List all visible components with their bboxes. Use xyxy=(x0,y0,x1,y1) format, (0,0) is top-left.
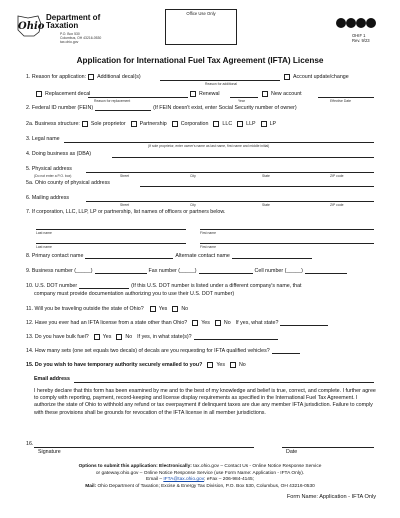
footer-line-4 xyxy=(0,484,400,491)
account-update-label: Account update/change xyxy=(293,74,349,80)
lp-checkbox[interactable] xyxy=(261,121,267,127)
q3-row xyxy=(26,136,60,142)
reason-replacement-caption: Reason for replacement xyxy=(94,99,131,103)
mailing-city-caption: City xyxy=(190,203,196,207)
partnership-label: Partnership xyxy=(139,121,167,127)
corporation-label: Corporation xyxy=(180,121,209,127)
llp-checkbox[interactable] xyxy=(237,121,243,127)
ifta-logo xyxy=(336,16,376,30)
temporary-authority-yes-checkbox[interactable] xyxy=(207,362,213,368)
footer-efax: ; eFax – 206-984-4145; xyxy=(204,477,254,483)
replacement-reason-field[interactable] xyxy=(88,97,188,98)
bulk-fuel-no-label: No xyxy=(125,334,133,340)
officer-1-last-name-field[interactable] xyxy=(36,229,186,230)
additional-decals-checkbox[interactable] xyxy=(88,74,94,80)
cell-number-label: Cell number (_____) xyxy=(254,268,303,274)
renewal-row xyxy=(190,91,220,97)
business-number-label: 9. Business number (_____) xyxy=(26,268,93,274)
other-state-license-no-label: No xyxy=(223,320,231,326)
new-account-checkbox[interactable] xyxy=(262,91,268,97)
officer-2-first-name-caption: First name xyxy=(200,245,217,249)
renewal-label: Renewal xyxy=(199,91,220,97)
temporary-authority-yes-label: Yes xyxy=(216,362,225,368)
ohio-logo xyxy=(14,14,44,38)
signature-number: 16. xyxy=(26,441,34,447)
form-id xyxy=(352,33,370,43)
footer-form-name: Form Name: Application - IFTA Only xyxy=(286,494,376,500)
physical-address-label: 5. Physical address xyxy=(26,166,72,172)
bulk-fuel-states-question: If yes, in what state(s)? xyxy=(137,334,192,340)
q14-row xyxy=(26,348,300,354)
q7-row xyxy=(26,209,225,215)
legal-name-caption: (If sole proprietor, enter owner's name as last name, first name and middle initial) xyxy=(148,144,270,148)
cell-number-field[interactable] xyxy=(305,269,347,274)
travel-outside-yes-label: Yes xyxy=(158,306,168,312)
llc-checkbox[interactable] xyxy=(213,121,219,127)
footer-line-2: or gateway.ohio.gov – Online Notice Response Service (use Form Name: Application - IFTA Only). xyxy=(95,470,305,476)
primary-contact-label: 8. Primary contact name xyxy=(26,253,84,259)
temporary-authority-no-label: No xyxy=(238,362,246,368)
legal-name-label: 3. Legal name xyxy=(26,136,60,142)
physical-city-caption: City xyxy=(190,174,196,178)
bulk-fuel-no-checkbox[interactable] xyxy=(116,334,122,340)
sole-proprietor-checkbox[interactable] xyxy=(82,121,88,127)
llc-label: LLC xyxy=(222,121,233,127)
office-use-label: Office Use Only xyxy=(186,11,216,16)
department-line-1: Department of xyxy=(46,13,101,22)
replacement-decal-checkbox[interactable] xyxy=(36,91,42,97)
fein-note: (If FEIN doesn't exist, enter Social Security number of owner) xyxy=(153,105,297,111)
fax-number-label: Fax number (_____) xyxy=(148,268,197,274)
q11-row xyxy=(26,306,188,312)
officer-1-last-name-caption: Last name xyxy=(36,231,52,235)
date-field[interactable] xyxy=(282,447,374,448)
form-number: OHIF 1 xyxy=(352,33,366,38)
fein-label: 2. Federal ID number (FEIN) xyxy=(26,105,94,111)
bulk-fuel-label: 13. Do you have bulk fuel? xyxy=(26,334,89,340)
bulk-fuel-yes-checkbox[interactable] xyxy=(94,334,100,340)
renewal-year-field[interactable] xyxy=(230,97,258,98)
alternate-contact-field[interactable] xyxy=(232,254,312,259)
footer-line-1 xyxy=(0,464,400,471)
department-address xyxy=(60,32,101,44)
address-line-1: P.O. Box 530 xyxy=(60,32,80,36)
dot-number-label: 10. U.S. DOT number xyxy=(26,283,78,289)
mailing-address-field[interactable] xyxy=(86,201,374,202)
mailing-street-caption: Street xyxy=(120,203,130,207)
corporation-checkbox[interactable] xyxy=(172,121,178,127)
q6-row xyxy=(26,195,69,201)
sole-proprietor-label: Sole proprietor xyxy=(90,121,126,127)
date-caption: Date xyxy=(286,449,298,455)
officer-2-first-name-field[interactable] xyxy=(200,243,374,244)
q5-row xyxy=(26,166,72,172)
other-state-license-label: 12. Have you ever had an IFTA license from a state other than Ohio? xyxy=(26,320,188,326)
page-title: Application for International Fuel Tax Agreement (IFTA) License xyxy=(76,56,324,65)
bulk-fuel-states-field[interactable] xyxy=(194,335,278,340)
q4-row xyxy=(26,151,91,157)
officer-1-first-name-caption: First name xyxy=(200,231,217,235)
mailing-state-caption: State xyxy=(262,203,270,207)
llp-label: LLP xyxy=(246,121,256,127)
q5a-row xyxy=(26,180,110,186)
dot-number-note: (If this U.S. DOT number is listed under a different company's name, that xyxy=(131,283,302,289)
other-state-field[interactable] xyxy=(280,321,328,326)
no-po-box-caption: (Do not enter a P.O. box) xyxy=(34,174,72,178)
decal-sets-label: 14. How many sets (one set equals two decals) of decals are you requesting for IFTA qualified vehicles? xyxy=(26,348,270,354)
temporary-authority-no-checkbox[interactable] xyxy=(230,362,236,368)
q8-row xyxy=(26,253,312,259)
address-line-3: tax.ohio.gov xyxy=(60,40,79,44)
dot-number-field[interactable] xyxy=(79,284,129,289)
ohio-county-label: 5a. Ohio county of physical address xyxy=(26,180,110,186)
footer-email-link[interactable]: IFTA@tax.ohio.gov xyxy=(163,477,205,483)
account-update-row xyxy=(284,74,349,80)
footer-line-3 xyxy=(0,477,400,484)
alternate-contact-label: Alternate contact name xyxy=(175,253,230,259)
dba-label: 4. Doing business as (DBA) xyxy=(26,151,92,157)
legal-name-field[interactable] xyxy=(64,142,374,143)
account-update-checkbox[interactable] xyxy=(284,74,290,80)
q13-row xyxy=(26,334,278,340)
physical-address-field[interactable] xyxy=(86,172,374,173)
travel-outside-label: 11. Will you be traveling outside the state of Ohio? xyxy=(26,306,144,312)
footer xyxy=(0,464,400,490)
q2-row xyxy=(26,105,297,111)
ohio-logo-text: Ohio xyxy=(18,21,45,32)
other-state-question: If yes, what state? xyxy=(235,320,279,326)
fein-field[interactable] xyxy=(95,106,151,111)
bulk-fuel-yes-label: Yes xyxy=(102,334,112,340)
business-number-field[interactable] xyxy=(95,269,147,274)
footer-email-label: Email – xyxy=(146,477,164,483)
replacement-decal-label: Replacement decal xyxy=(45,91,91,97)
email-label: Email address xyxy=(34,376,70,382)
ifta-logo-icon xyxy=(336,16,376,30)
additional-decals-label: Additional decal(s) xyxy=(97,74,141,80)
q12-row xyxy=(26,320,328,326)
physical-street-caption: Street xyxy=(120,174,130,178)
physical-zip-caption: ZIP code xyxy=(330,174,344,178)
primary-contact-field[interactable] xyxy=(85,254,173,259)
travel-outside-no-label: No xyxy=(181,306,189,312)
temporary-authority-label: 15. Do you wish to have temporary authority securely emailed to you? xyxy=(26,362,203,368)
footer-submit-online: tax.ohio.gov – Contact Us - Online Notice Response Service xyxy=(191,464,322,469)
travel-outside-no-checkbox[interactable] xyxy=(172,306,178,312)
address-line-2: Columbus, OH 43216-0530 xyxy=(60,36,102,40)
physical-state-caption: State xyxy=(262,174,270,178)
email-field[interactable] xyxy=(74,382,374,383)
q10-row xyxy=(26,283,302,289)
signature-field[interactable] xyxy=(34,447,254,448)
mailing-address-label: 6. Mailing address xyxy=(26,195,69,201)
dot-number-note-2: company must provide documentation authorizing you to use their U.S. DOT number) xyxy=(34,291,235,297)
q15-row xyxy=(26,362,246,368)
business-structure-label: 2a. Business structure: xyxy=(26,121,80,127)
footer-mail-address: Ohio Department of Taxation; Excise & Energy Tax Division, P.O. Box 530, Columbus, OH 43216-0530 xyxy=(96,483,315,489)
new-account-label: New account xyxy=(271,91,302,97)
signature-caption: Signature xyxy=(38,449,61,455)
declaration-text: I hereby declare that this form has been examined by me and to the best of my knowledge and belief is true, correct, and complete. I further agree to comply with reporting, payment, record-keeping and license display requirements as specified in the International Fuel Tax Agreement. I authorize the state of Ohio to withhold any refund or tax overpayment if delinquent taxes are due any member IFTA jurisdiction. Failure to comply with these provisions shall be grounds for revocation of the IFTA license in all member jurisdictions. xyxy=(34,388,376,416)
other-state-license-yes-label: Yes xyxy=(201,320,210,326)
effective-date-caption: Effective Date xyxy=(330,99,352,103)
ohio-county-field[interactable] xyxy=(140,186,374,187)
footer-submit-heading: Options to submit this application: Electronically: xyxy=(78,464,192,469)
office-use-box xyxy=(165,9,237,45)
q9-row xyxy=(26,268,347,274)
renewal-checkbox[interactable] xyxy=(190,91,196,97)
form-revision: Rev. 9/23 xyxy=(352,38,370,43)
department-line-2: Taxation xyxy=(46,21,79,30)
officers-label: 7. If corporation, LLC, LLP, LP or partnership, list names of officers or partners below. xyxy=(26,209,226,215)
department-name xyxy=(46,14,100,30)
reason-additional-caption: Reason for additional xyxy=(205,82,238,86)
q1-label: 1. Reason for application: xyxy=(26,74,87,80)
additional-reason-field[interactable] xyxy=(160,80,280,81)
mailing-zip-caption: ZIP code xyxy=(330,203,344,207)
q2a-row xyxy=(26,121,276,127)
officer-2-last-name-caption: Last name xyxy=(36,245,52,249)
partnership-checkbox[interactable] xyxy=(131,121,137,127)
dba-field[interactable] xyxy=(112,157,374,158)
fax-number-field[interactable] xyxy=(199,269,253,274)
decal-sets-field[interactable] xyxy=(272,349,300,354)
other-state-license-no-checkbox[interactable] xyxy=(215,320,221,326)
new-account-row xyxy=(262,91,302,97)
officer-2-last-name-field[interactable] xyxy=(36,243,186,244)
footer-mail-label: Mail: xyxy=(85,483,97,489)
officer-1-first-name-field[interactable] xyxy=(200,229,374,230)
year-caption: Year xyxy=(238,99,245,103)
effective-date-field[interactable] xyxy=(318,97,374,98)
other-state-license-yes-checkbox[interactable] xyxy=(192,320,198,326)
q1-row xyxy=(26,74,141,80)
lp-label: LP xyxy=(269,121,277,127)
replacement-row xyxy=(36,91,90,97)
travel-outside-yes-checkbox[interactable] xyxy=(150,306,156,312)
